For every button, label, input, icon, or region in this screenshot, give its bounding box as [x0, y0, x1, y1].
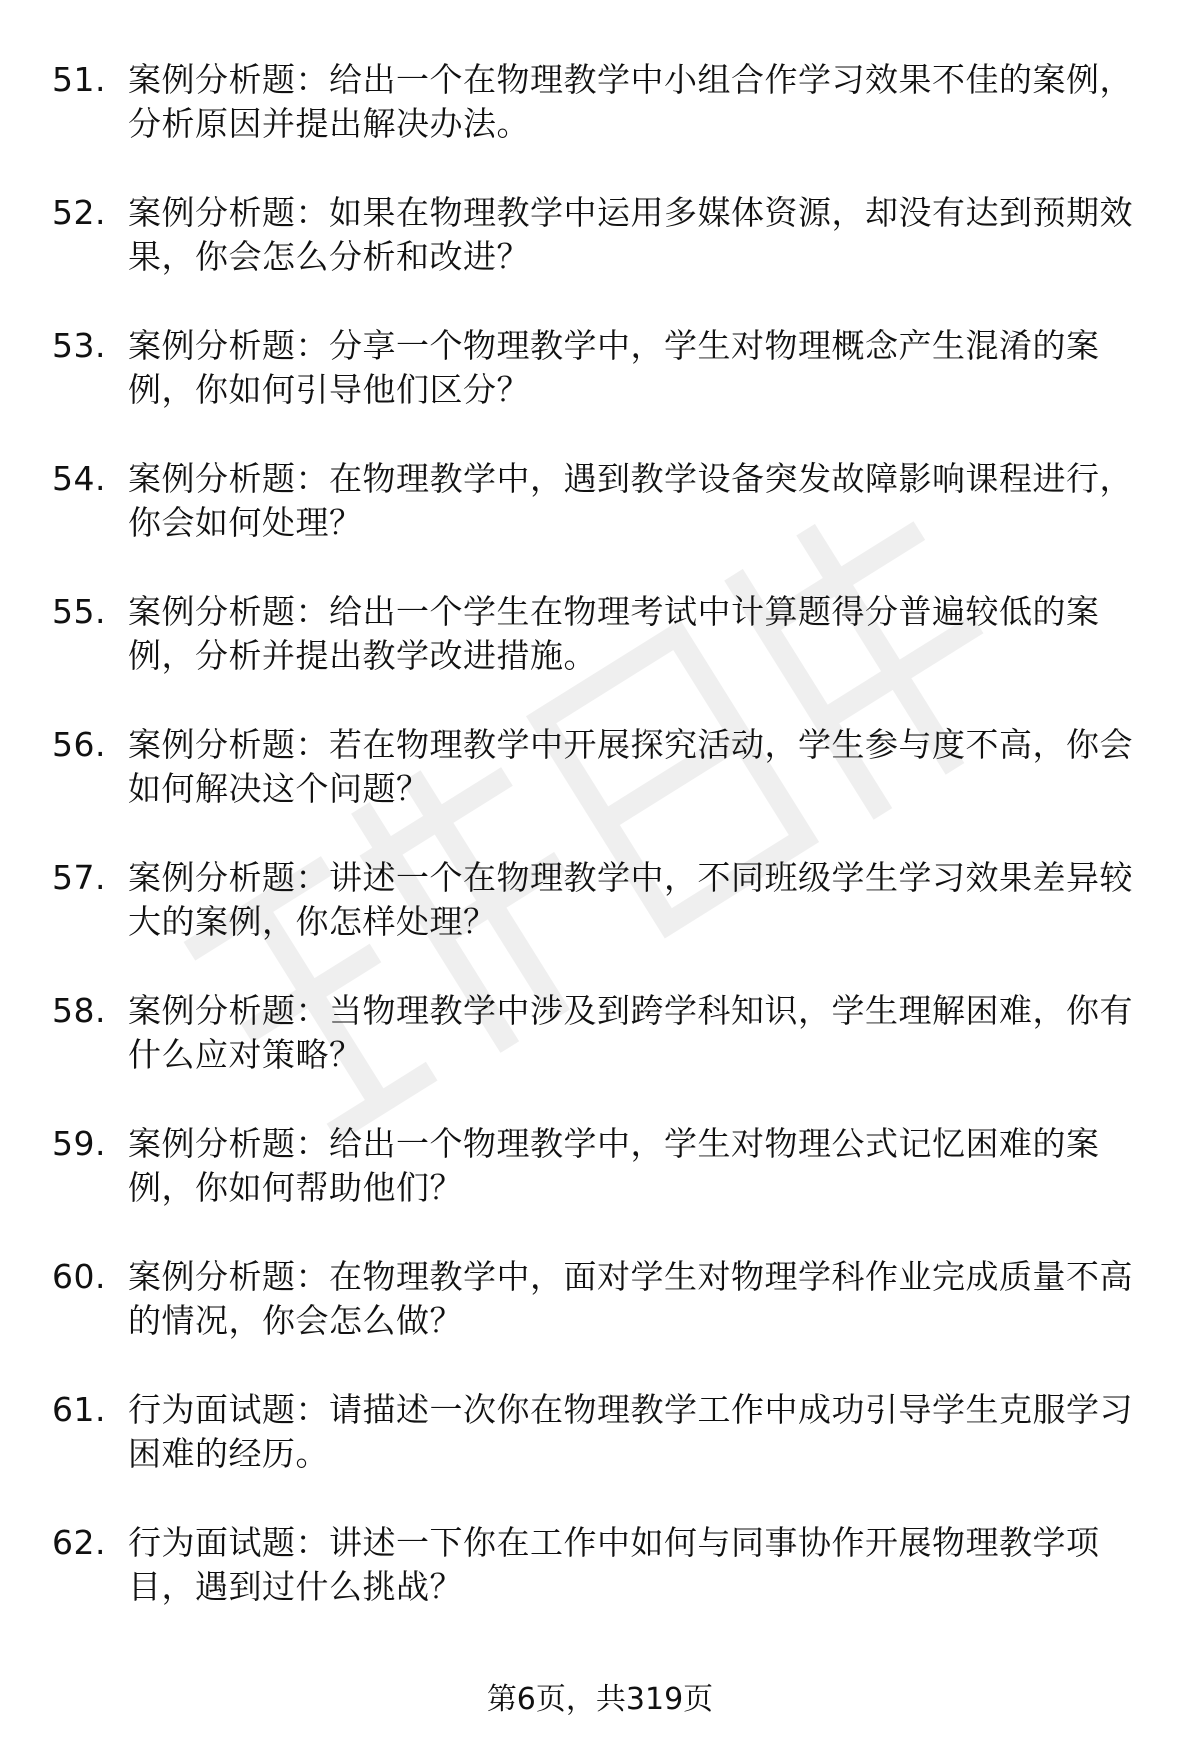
question-text: 行为面试题：讲述一下你在工作中如何与同事协作开展物理教学项目，遇到过什么挑战？ [128, 1523, 1100, 1606]
question-number: 52. [52, 193, 106, 232]
question-text: 案例分析题：当物理教学中涉及到跨学科知识，学生理解困难，你有什么应对策略？ [128, 991, 1133, 1074]
question-item [52, 324, 1152, 412]
question-text: 案例分析题：在物理教学中，面对学生对物理学科作业完成质量不高的情况，你会怎么做？ [128, 1257, 1133, 1340]
question-item [52, 58, 1152, 146]
question-item [52, 856, 1152, 944]
question-item [52, 1255, 1152, 1343]
question-item [52, 723, 1152, 811]
question-text: 案例分析题：给出一个学生在物理考试中计算题得分普遍较低的案例，分析并提出教学改进措施。 [128, 592, 1100, 675]
question-text: 案例分析题：讲述一个在物理教学中，不同班级学生学习效果差异较大的案例，你怎样处理？ [128, 858, 1133, 941]
question-item [52, 191, 1152, 279]
question-number: 58. [52, 991, 106, 1030]
question-text: 案例分析题：分享一个物理教学中，学生对物理概念产生混淆的案例，你如何引导他们区分？ [128, 326, 1100, 409]
question-number: 62. [52, 1523, 106, 1562]
question-number: 57. [52, 858, 106, 897]
question-item [52, 590, 1152, 678]
question-number: 56. [52, 725, 106, 764]
question-item [52, 1122, 1152, 1210]
question-text: 案例分析题：给出一个物理教学中，学生对物理公式记忆困难的案例，你如何帮助他们？ [128, 1124, 1100, 1207]
question-number: 60. [52, 1257, 106, 1296]
question-item [52, 989, 1152, 1077]
question-number: 61. [52, 1390, 106, 1429]
question-item [52, 457, 1152, 545]
question-list [52, 58, 1152, 1654]
question-text: 行为面试题：请描述一次你在物理教学工作中成功引导学生克服学习困难的经历。 [128, 1390, 1133, 1473]
question-number: 55. [52, 592, 106, 631]
question-number: 54. [52, 459, 106, 498]
question-item [52, 1521, 1152, 1609]
question-number: 59. [52, 1124, 106, 1163]
question-number: 51. [52, 60, 106, 99]
question-item [52, 1388, 1152, 1476]
question-number: 53. [52, 326, 106, 365]
question-text: 案例分析题：在物理教学中，遇到教学设备突发故障影响课程进行，你会如何处理？ [128, 459, 1133, 542]
question-text: 案例分析题：若在物理教学中开展探究活动，学生参与度不高，你会如何解决这个问题？ [128, 725, 1133, 808]
question-text: 案例分析题：如果在物理教学中运用多媒体资源，却没有达到预期效果，你会怎么分析和改进？ [128, 193, 1133, 276]
page-footer: 第6页，共319页 [486, 1682, 714, 1717]
question-text: 案例分析题：给出一个在物理教学中小组合作学习效果不佳的案例，分析原因并提出解决办法。 [128, 60, 1133, 143]
